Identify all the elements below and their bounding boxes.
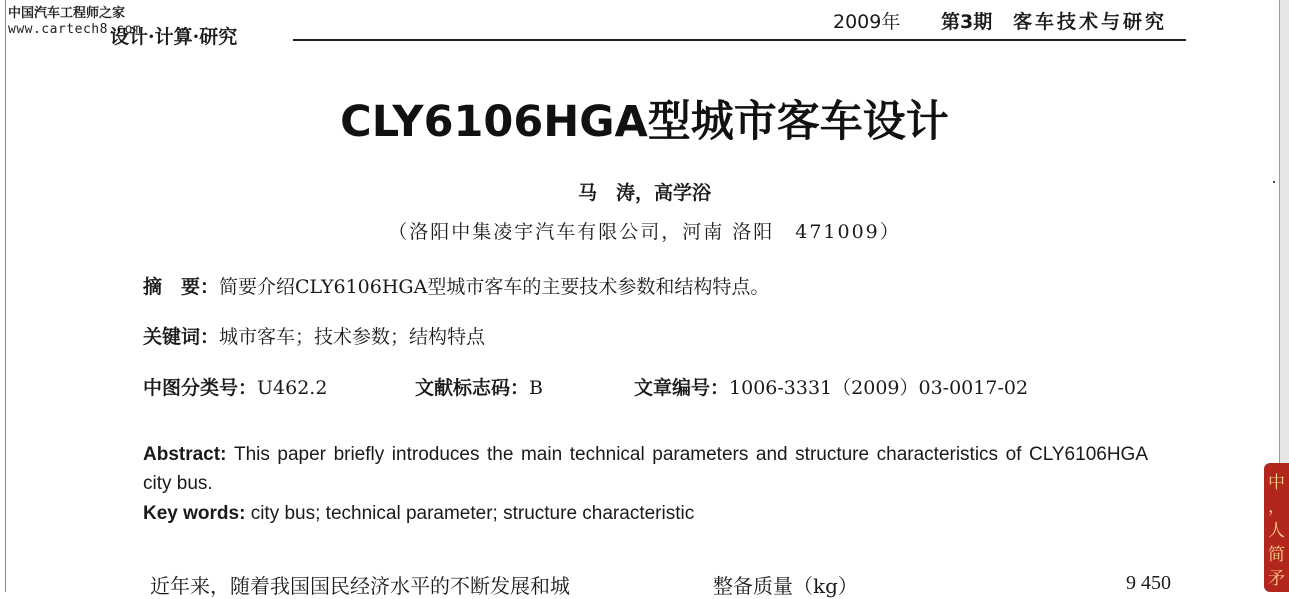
header-year: 2009年 — [833, 11, 901, 33]
clc-value: U462.2 — [257, 377, 328, 399]
header-rule — [293, 39, 1186, 41]
keywords-en — [143, 503, 694, 525]
article-number — [634, 373, 1028, 400]
abstract-en-label: Abstract: — [143, 444, 227, 465]
abstract-cn-label: 摘 要： — [143, 276, 220, 298]
doc-code — [415, 373, 543, 400]
keywords-cn-text: 城市客车；技术参数；结构特点 — [219, 326, 486, 348]
doc-code-value: B — [529, 377, 543, 399]
body-text-line: 近年来，随着我国国民经济水平的不断发展和城 — [150, 574, 570, 598]
keywords-en-label: Key words: — [143, 503, 246, 524]
header-issue: 第3期 — [941, 11, 993, 33]
abstract-cn — [143, 272, 769, 299]
article-title: CLY6106HGA型城市客车设计 — [340, 97, 949, 147]
param-label: 整备质量（kg） — [713, 574, 858, 598]
side-tab-char: 中 — [1268, 473, 1285, 493]
doc-code-label: 文献标志码： — [415, 377, 530, 399]
keywords-cn — [143, 322, 485, 349]
abstract-en — [143, 440, 1148, 498]
side-tab-char: 人 — [1268, 521, 1285, 541]
article-authors: 马 涛，高学浴 — [577, 182, 711, 204]
classification-line — [143, 373, 327, 400]
keywords-en-text: city bus; technical parameter; structure characteristic — [250, 503, 695, 524]
article-affiliation: （洛阳中集凌宇汽车有限公司，河南 洛阳 471009） — [388, 221, 901, 243]
header-journal: 客车技术与研究 — [1013, 11, 1168, 33]
scan-speck — [1273, 181, 1275, 183]
abstract-en-text: This paper briefly introduces the main technical parameters and structure characteristics of CLY6106HGA city bus. — [143, 444, 1149, 494]
side-tab-char: 矛 — [1268, 569, 1285, 589]
side-tab[interactable] — [1264, 463, 1289, 592]
abstract-cn-text: 简要介绍CLY6106HGA型城市客车的主要技术参数和结构特点。 — [219, 276, 770, 298]
clc-label: 中图分类号： — [143, 377, 258, 399]
section-tag: 设计·计算·研究 — [110, 26, 238, 48]
side-tab-char: ， — [1268, 497, 1285, 517]
article-no-label: 文章编号： — [634, 377, 730, 399]
watermark-site-name: 中国汽车工程师之家 — [8, 6, 126, 21]
side-tab-char: 简 — [1268, 545, 1285, 565]
param-value: 9 450 — [1126, 572, 1171, 594]
watermark-url: www.cartech8.com — [8, 22, 142, 37]
article-no-value: 1006-3331（2009）03-0017-02 — [729, 377, 1029, 399]
keywords-cn-label: 关键词： — [143, 326, 220, 348]
